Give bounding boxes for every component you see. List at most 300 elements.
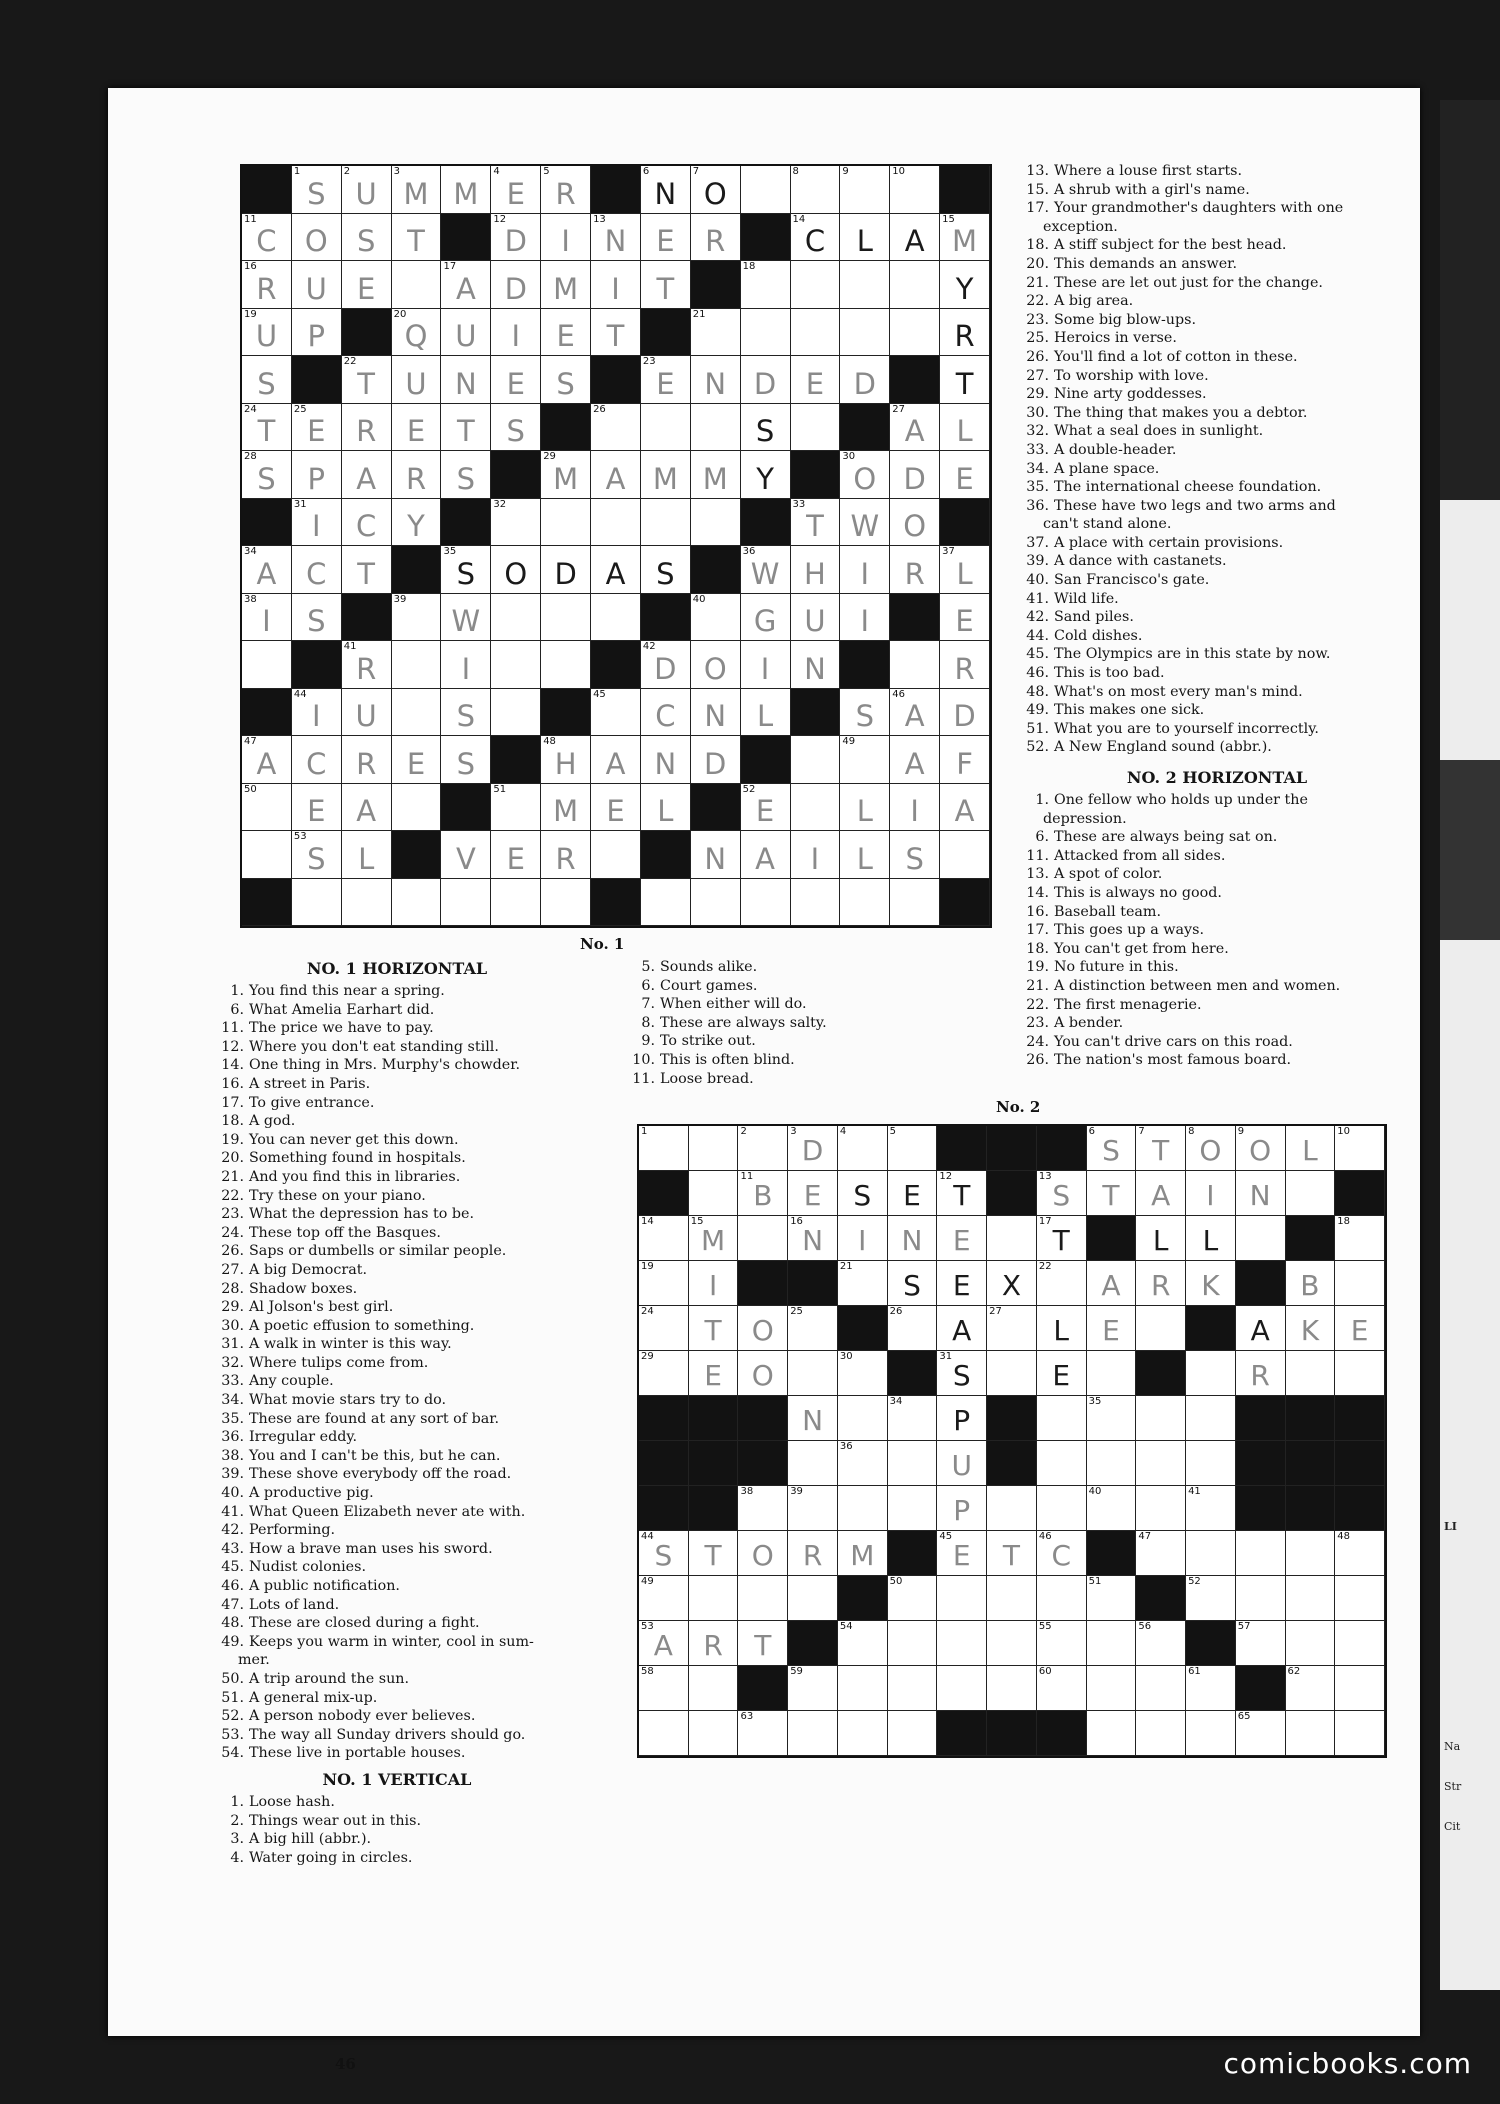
crossword-cell[interactable] bbox=[888, 1171, 938, 1216]
crossword-cell[interactable] bbox=[342, 166, 392, 214]
crossword-cell[interactable] bbox=[1136, 1711, 1186, 1756]
crossword-cell[interactable] bbox=[890, 879, 940, 927]
crossword-cell[interactable] bbox=[242, 784, 292, 832]
crossword-cell[interactable] bbox=[591, 831, 641, 879]
crossword-cell[interactable] bbox=[888, 1441, 938, 1486]
crossword-cell[interactable] bbox=[1087, 1441, 1137, 1486]
crossword-cell[interactable] bbox=[491, 261, 541, 309]
crossword-cell[interactable] bbox=[1186, 1126, 1236, 1171]
crossword-cell[interactable] bbox=[392, 166, 442, 214]
crossword-cell[interactable] bbox=[791, 831, 841, 879]
crossword-cell[interactable] bbox=[1236, 1126, 1286, 1171]
crossword-cell[interactable] bbox=[840, 499, 890, 547]
crossword-cell[interactable] bbox=[838, 1621, 888, 1666]
crossword-cell[interactable] bbox=[342, 356, 392, 404]
crossword-cell[interactable] bbox=[1037, 1531, 1087, 1576]
crossword-cell[interactable] bbox=[838, 1351, 888, 1396]
crossword-cell[interactable] bbox=[738, 1576, 788, 1621]
crossword-cell[interactable] bbox=[940, 594, 990, 642]
crossword-cell[interactable] bbox=[788, 1351, 838, 1396]
crossword-cell[interactable] bbox=[292, 451, 342, 499]
crossword-cell[interactable] bbox=[1087, 1486, 1137, 1531]
crossword-cell[interactable] bbox=[392, 594, 442, 642]
crossword-cell[interactable] bbox=[342, 546, 392, 594]
crossword-cell[interactable] bbox=[940, 689, 990, 737]
crossword-cell[interactable] bbox=[890, 546, 940, 594]
crossword-cell[interactable] bbox=[392, 689, 442, 737]
crossword-cell[interactable] bbox=[838, 1126, 888, 1171]
crossword-cell[interactable] bbox=[738, 1711, 788, 1756]
crossword-cell[interactable] bbox=[1037, 1486, 1087, 1531]
crossword-cell[interactable] bbox=[838, 1396, 888, 1441]
crossword-cell[interactable] bbox=[639, 1576, 689, 1621]
crossword-cell[interactable] bbox=[738, 1216, 788, 1261]
crossword-cell[interactable] bbox=[342, 879, 392, 927]
crossword-cell[interactable] bbox=[791, 356, 841, 404]
crossword-cell[interactable] bbox=[392, 641, 442, 689]
crossword-cell[interactable] bbox=[987, 1261, 1037, 1306]
crossword-cell[interactable] bbox=[641, 214, 691, 262]
crossword-cell[interactable] bbox=[541, 546, 591, 594]
crossword-cell[interactable] bbox=[691, 356, 741, 404]
crossword-cell[interactable] bbox=[1335, 1216, 1385, 1261]
crossword-cell[interactable] bbox=[541, 499, 591, 547]
crossword-cell[interactable] bbox=[639, 1531, 689, 1576]
crossword-cell[interactable] bbox=[890, 404, 940, 452]
crossword-cell[interactable] bbox=[741, 546, 791, 594]
crossword-cell[interactable] bbox=[292, 214, 342, 262]
crossword-cell[interactable] bbox=[741, 594, 791, 642]
crossword-cell[interactable] bbox=[591, 546, 641, 594]
crossword-cell[interactable] bbox=[738, 1171, 788, 1216]
crossword-cell[interactable] bbox=[441, 879, 491, 927]
crossword-cell[interactable] bbox=[691, 689, 741, 737]
crossword-cell[interactable] bbox=[342, 499, 392, 547]
crossword-cell[interactable] bbox=[591, 736, 641, 784]
crossword-cell[interactable] bbox=[1236, 1576, 1286, 1621]
crossword-cell[interactable] bbox=[641, 546, 691, 594]
crossword-cell[interactable] bbox=[591, 404, 641, 452]
crossword-cell[interactable] bbox=[738, 1126, 788, 1171]
crossword-cell[interactable] bbox=[292, 831, 342, 879]
crossword-cell[interactable] bbox=[1087, 1621, 1137, 1666]
crossword-cell[interactable] bbox=[987, 1531, 1037, 1576]
crossword-cell[interactable] bbox=[1087, 1351, 1137, 1396]
crossword-cell[interactable] bbox=[541, 309, 591, 357]
crossword-cell[interactable] bbox=[1236, 1621, 1286, 1666]
crossword-cell[interactable] bbox=[242, 356, 292, 404]
crossword-cell[interactable] bbox=[1087, 1171, 1137, 1216]
crossword-cell[interactable] bbox=[1286, 1621, 1336, 1666]
crossword-cell[interactable] bbox=[1335, 1666, 1385, 1711]
crossword-cell[interactable] bbox=[689, 1126, 739, 1171]
crossword-cell[interactable] bbox=[788, 1531, 838, 1576]
crossword-cell[interactable] bbox=[689, 1351, 739, 1396]
crossword-cell[interactable] bbox=[741, 641, 791, 689]
crossword-cell[interactable] bbox=[641, 356, 691, 404]
crossword-cell[interactable] bbox=[1037, 1261, 1087, 1306]
crossword-cell[interactable] bbox=[541, 784, 591, 832]
crossword-cell[interactable] bbox=[741, 404, 791, 452]
crossword-cell[interactable] bbox=[1087, 1396, 1137, 1441]
crossword-cell[interactable] bbox=[639, 1666, 689, 1711]
crossword-cell[interactable] bbox=[1186, 1576, 1236, 1621]
crossword-cell[interactable] bbox=[292, 546, 342, 594]
crossword-cell[interactable] bbox=[292, 784, 342, 832]
crossword-cell[interactable] bbox=[840, 214, 890, 262]
crossword-cell[interactable] bbox=[1037, 1666, 1087, 1711]
crossword-cell[interactable] bbox=[242, 214, 292, 262]
crossword-cell[interactable] bbox=[788, 1576, 838, 1621]
crossword-cell[interactable] bbox=[788, 1306, 838, 1351]
crossword-cell[interactable] bbox=[788, 1486, 838, 1531]
crossword-cell[interactable] bbox=[1087, 1711, 1137, 1756]
crossword-cell[interactable] bbox=[1136, 1666, 1186, 1711]
crossword-cell[interactable] bbox=[791, 594, 841, 642]
crossword-cell[interactable] bbox=[1087, 1261, 1137, 1306]
crossword-cell[interactable] bbox=[639, 1621, 689, 1666]
crossword-cell[interactable] bbox=[591, 451, 641, 499]
crossword-cell[interactable] bbox=[888, 1306, 938, 1351]
crossword-cell[interactable] bbox=[541, 594, 591, 642]
crossword-cell[interactable] bbox=[987, 1216, 1037, 1261]
crossword-cell[interactable] bbox=[1186, 1261, 1236, 1306]
crossword-cell[interactable] bbox=[738, 1621, 788, 1666]
crossword-cell[interactable] bbox=[292, 309, 342, 357]
crossword-cell[interactable] bbox=[838, 1261, 888, 1306]
crossword-cell[interactable] bbox=[392, 736, 442, 784]
crossword-cell[interactable] bbox=[738, 1531, 788, 1576]
crossword-cell[interactable] bbox=[342, 831, 392, 879]
crossword-cell[interactable] bbox=[840, 356, 890, 404]
crossword-cell[interactable] bbox=[741, 784, 791, 832]
crossword-grid-1[interactable] bbox=[240, 164, 992, 928]
crossword-cell[interactable] bbox=[1236, 1711, 1286, 1756]
crossword-cell[interactable] bbox=[788, 1711, 838, 1756]
crossword-cell[interactable] bbox=[1286, 1666, 1336, 1711]
crossword-cell[interactable] bbox=[242, 546, 292, 594]
crossword-cell[interactable] bbox=[641, 261, 691, 309]
crossword-cell[interactable] bbox=[1286, 1576, 1336, 1621]
crossword-cell[interactable] bbox=[691, 641, 741, 689]
crossword-cell[interactable] bbox=[441, 261, 491, 309]
crossword-cell[interactable] bbox=[242, 831, 292, 879]
crossword-cell[interactable] bbox=[791, 784, 841, 832]
crossword-cell[interactable] bbox=[890, 451, 940, 499]
crossword-cell[interactable] bbox=[987, 1351, 1037, 1396]
crossword-cell[interactable] bbox=[639, 1711, 689, 1756]
crossword-cell[interactable] bbox=[242, 736, 292, 784]
crossword-cell[interactable] bbox=[392, 451, 442, 499]
crossword-cell[interactable] bbox=[1236, 1306, 1286, 1351]
crossword-grid-2[interactable] bbox=[637, 1124, 1387, 1758]
crossword-cell[interactable] bbox=[788, 1441, 838, 1486]
crossword-cell[interactable] bbox=[641, 404, 691, 452]
crossword-cell[interactable] bbox=[1136, 1126, 1186, 1171]
crossword-cell[interactable] bbox=[1136, 1486, 1186, 1531]
crossword-cell[interactable] bbox=[741, 879, 791, 927]
crossword-cell[interactable] bbox=[541, 356, 591, 404]
crossword-cell[interactable] bbox=[691, 594, 741, 642]
crossword-cell[interactable] bbox=[987, 1576, 1037, 1621]
crossword-cell[interactable] bbox=[838, 1711, 888, 1756]
crossword-cell[interactable] bbox=[888, 1216, 938, 1261]
crossword-cell[interactable] bbox=[691, 879, 741, 927]
crossword-cell[interactable] bbox=[292, 689, 342, 737]
crossword-cell[interactable] bbox=[689, 1711, 739, 1756]
crossword-cell[interactable] bbox=[890, 689, 940, 737]
crossword-cell[interactable] bbox=[937, 1306, 987, 1351]
crossword-cell[interactable] bbox=[639, 1216, 689, 1261]
crossword-cell[interactable] bbox=[441, 309, 491, 357]
crossword-cell[interactable] bbox=[342, 689, 392, 737]
crossword-cell[interactable] bbox=[491, 831, 541, 879]
crossword-cell[interactable] bbox=[1286, 1171, 1336, 1216]
crossword-cell[interactable] bbox=[890, 736, 940, 784]
crossword-cell[interactable] bbox=[689, 1261, 739, 1306]
crossword-cell[interactable] bbox=[689, 1621, 739, 1666]
crossword-cell[interactable] bbox=[242, 641, 292, 689]
crossword-cell[interactable] bbox=[940, 451, 990, 499]
crossword-cell[interactable] bbox=[937, 1396, 987, 1441]
crossword-cell[interactable] bbox=[342, 404, 392, 452]
crossword-cell[interactable] bbox=[641, 784, 691, 832]
crossword-cell[interactable] bbox=[591, 309, 641, 357]
crossword-cell[interactable] bbox=[987, 1486, 1037, 1531]
crossword-cell[interactable] bbox=[1236, 1216, 1286, 1261]
crossword-cell[interactable] bbox=[639, 1261, 689, 1306]
crossword-cell[interactable] bbox=[689, 1531, 739, 1576]
crossword-cell[interactable] bbox=[392, 309, 442, 357]
crossword-cell[interactable] bbox=[491, 594, 541, 642]
crossword-cell[interactable] bbox=[441, 641, 491, 689]
crossword-cell[interactable] bbox=[1286, 1351, 1336, 1396]
crossword-cell[interactable] bbox=[1136, 1621, 1186, 1666]
crossword-cell[interactable] bbox=[888, 1621, 938, 1666]
crossword-cell[interactable] bbox=[292, 594, 342, 642]
crossword-cell[interactable] bbox=[888, 1711, 938, 1756]
crossword-cell[interactable] bbox=[1037, 1621, 1087, 1666]
crossword-cell[interactable] bbox=[940, 261, 990, 309]
crossword-cell[interactable] bbox=[342, 784, 392, 832]
crossword-cell[interactable] bbox=[940, 309, 990, 357]
crossword-cell[interactable] bbox=[1286, 1126, 1336, 1171]
crossword-cell[interactable] bbox=[741, 261, 791, 309]
crossword-cell[interactable] bbox=[591, 689, 641, 737]
crossword-cell[interactable] bbox=[441, 356, 491, 404]
crossword-cell[interactable] bbox=[242, 309, 292, 357]
crossword-cell[interactable] bbox=[1136, 1531, 1186, 1576]
crossword-cell[interactable] bbox=[1087, 1306, 1137, 1351]
crossword-cell[interactable] bbox=[1335, 1621, 1385, 1666]
crossword-cell[interactable] bbox=[890, 166, 940, 214]
crossword-cell[interactable] bbox=[1335, 1711, 1385, 1756]
crossword-cell[interactable] bbox=[940, 784, 990, 832]
crossword-cell[interactable] bbox=[890, 261, 940, 309]
crossword-cell[interactable] bbox=[1136, 1441, 1186, 1486]
crossword-cell[interactable] bbox=[392, 879, 442, 927]
crossword-cell[interactable] bbox=[791, 404, 841, 452]
crossword-cell[interactable] bbox=[940, 831, 990, 879]
crossword-cell[interactable] bbox=[689, 1666, 739, 1711]
crossword-cell[interactable] bbox=[242, 261, 292, 309]
crossword-cell[interactable] bbox=[791, 309, 841, 357]
crossword-cell[interactable] bbox=[937, 1576, 987, 1621]
crossword-cell[interactable] bbox=[940, 641, 990, 689]
crossword-cell[interactable] bbox=[1335, 1306, 1385, 1351]
crossword-cell[interactable] bbox=[342, 736, 392, 784]
crossword-cell[interactable] bbox=[741, 831, 791, 879]
crossword-cell[interactable] bbox=[441, 831, 491, 879]
crossword-cell[interactable] bbox=[791, 499, 841, 547]
crossword-cell[interactable] bbox=[292, 499, 342, 547]
crossword-cell[interactable] bbox=[541, 831, 591, 879]
crossword-cell[interactable] bbox=[441, 451, 491, 499]
crossword-cell[interactable] bbox=[1136, 1306, 1186, 1351]
crossword-cell[interactable] bbox=[937, 1621, 987, 1666]
crossword-cell[interactable] bbox=[937, 1261, 987, 1306]
crossword-cell[interactable] bbox=[741, 451, 791, 499]
crossword-cell[interactable] bbox=[441, 546, 491, 594]
crossword-cell[interactable] bbox=[840, 451, 890, 499]
crossword-cell[interactable] bbox=[937, 1351, 987, 1396]
crossword-cell[interactable] bbox=[791, 641, 841, 689]
crossword-cell[interactable] bbox=[541, 879, 591, 927]
crossword-cell[interactable] bbox=[791, 736, 841, 784]
crossword-cell[interactable] bbox=[741, 309, 791, 357]
crossword-cell[interactable] bbox=[591, 261, 641, 309]
crossword-cell[interactable] bbox=[541, 451, 591, 499]
crossword-cell[interactable] bbox=[491, 166, 541, 214]
crossword-cell[interactable] bbox=[1037, 1576, 1087, 1621]
crossword-cell[interactable] bbox=[788, 1216, 838, 1261]
crossword-cell[interactable] bbox=[888, 1126, 938, 1171]
crossword-cell[interactable] bbox=[1335, 1531, 1385, 1576]
crossword-cell[interactable] bbox=[987, 1306, 1037, 1351]
crossword-cell[interactable] bbox=[1037, 1441, 1087, 1486]
crossword-cell[interactable] bbox=[292, 404, 342, 452]
crossword-cell[interactable] bbox=[1186, 1531, 1236, 1576]
crossword-cell[interactable] bbox=[940, 214, 990, 262]
crossword-cell[interactable] bbox=[441, 736, 491, 784]
crossword-cell[interactable] bbox=[890, 499, 940, 547]
crossword-cell[interactable] bbox=[342, 641, 392, 689]
crossword-cell[interactable] bbox=[691, 499, 741, 547]
crossword-cell[interactable] bbox=[491, 214, 541, 262]
crossword-cell[interactable] bbox=[292, 166, 342, 214]
crossword-cell[interactable] bbox=[1286, 1261, 1336, 1306]
crossword-cell[interactable] bbox=[840, 309, 890, 357]
crossword-cell[interactable] bbox=[840, 784, 890, 832]
crossword-cell[interactable] bbox=[441, 594, 491, 642]
crossword-cell[interactable] bbox=[691, 309, 741, 357]
crossword-cell[interactable] bbox=[888, 1576, 938, 1621]
crossword-cell[interactable] bbox=[1037, 1216, 1087, 1261]
crossword-cell[interactable] bbox=[242, 404, 292, 452]
crossword-cell[interactable] bbox=[641, 641, 691, 689]
crossword-cell[interactable] bbox=[639, 1351, 689, 1396]
crossword-cell[interactable] bbox=[491, 879, 541, 927]
crossword-cell[interactable] bbox=[591, 214, 641, 262]
crossword-cell[interactable] bbox=[1286, 1306, 1336, 1351]
crossword-cell[interactable] bbox=[840, 689, 890, 737]
crossword-cell[interactable] bbox=[937, 1441, 987, 1486]
crossword-cell[interactable] bbox=[888, 1261, 938, 1306]
crossword-cell[interactable] bbox=[1186, 1351, 1236, 1396]
crossword-cell[interactable] bbox=[591, 499, 641, 547]
crossword-cell[interactable] bbox=[1335, 1576, 1385, 1621]
crossword-cell[interactable] bbox=[392, 404, 442, 452]
crossword-cell[interactable] bbox=[1236, 1531, 1286, 1576]
crossword-cell[interactable] bbox=[940, 736, 990, 784]
crossword-cell[interactable] bbox=[1186, 1216, 1236, 1261]
crossword-cell[interactable] bbox=[441, 166, 491, 214]
crossword-cell[interactable] bbox=[342, 451, 392, 499]
crossword-cell[interactable] bbox=[691, 831, 741, 879]
crossword-cell[interactable] bbox=[1087, 1126, 1137, 1171]
crossword-cell[interactable] bbox=[840, 736, 890, 784]
crossword-cell[interactable] bbox=[491, 546, 541, 594]
crossword-cell[interactable] bbox=[1186, 1441, 1236, 1486]
crossword-cell[interactable] bbox=[691, 214, 741, 262]
crossword-cell[interactable] bbox=[1335, 1126, 1385, 1171]
crossword-cell[interactable] bbox=[890, 641, 940, 689]
crossword-cell[interactable] bbox=[1335, 1351, 1385, 1396]
crossword-cell[interactable] bbox=[491, 356, 541, 404]
crossword-cell[interactable] bbox=[937, 1171, 987, 1216]
crossword-cell[interactable] bbox=[641, 689, 691, 737]
crossword-cell[interactable] bbox=[940, 404, 990, 452]
crossword-cell[interactable] bbox=[888, 1486, 938, 1531]
crossword-cell[interactable] bbox=[491, 689, 541, 737]
crossword-cell[interactable] bbox=[441, 689, 491, 737]
crossword-cell[interactable] bbox=[1286, 1531, 1336, 1576]
crossword-cell[interactable] bbox=[890, 309, 940, 357]
crossword-cell[interactable] bbox=[788, 1126, 838, 1171]
crossword-cell[interactable] bbox=[838, 1216, 888, 1261]
crossword-cell[interactable] bbox=[392, 356, 442, 404]
crossword-cell[interactable] bbox=[791, 166, 841, 214]
crossword-cell[interactable] bbox=[1236, 1351, 1286, 1396]
crossword-cell[interactable] bbox=[840, 546, 890, 594]
crossword-cell[interactable] bbox=[937, 1531, 987, 1576]
crossword-cell[interactable] bbox=[591, 594, 641, 642]
crossword-cell[interactable] bbox=[1186, 1486, 1236, 1531]
crossword-cell[interactable] bbox=[541, 261, 591, 309]
crossword-cell[interactable] bbox=[741, 356, 791, 404]
crossword-cell[interactable] bbox=[888, 1396, 938, 1441]
crossword-cell[interactable] bbox=[937, 1216, 987, 1261]
crossword-cell[interactable] bbox=[491, 499, 541, 547]
crossword-cell[interactable] bbox=[791, 879, 841, 927]
crossword-cell[interactable] bbox=[940, 356, 990, 404]
crossword-cell[interactable] bbox=[840, 166, 890, 214]
crossword-cell[interactable] bbox=[890, 784, 940, 832]
crossword-cell[interactable] bbox=[840, 831, 890, 879]
crossword-cell[interactable] bbox=[838, 1666, 888, 1711]
crossword-cell[interactable] bbox=[937, 1486, 987, 1531]
crossword-cell[interactable] bbox=[242, 451, 292, 499]
crossword-cell[interactable] bbox=[838, 1441, 888, 1486]
crossword-cell[interactable] bbox=[342, 214, 392, 262]
crossword-cell[interactable] bbox=[342, 261, 392, 309]
crossword-cell[interactable] bbox=[890, 214, 940, 262]
crossword-cell[interactable] bbox=[292, 261, 342, 309]
crossword-cell[interactable] bbox=[987, 1621, 1037, 1666]
crossword-cell[interactable] bbox=[691, 736, 741, 784]
crossword-cell[interactable] bbox=[838, 1531, 888, 1576]
crossword-cell[interactable] bbox=[641, 879, 691, 927]
